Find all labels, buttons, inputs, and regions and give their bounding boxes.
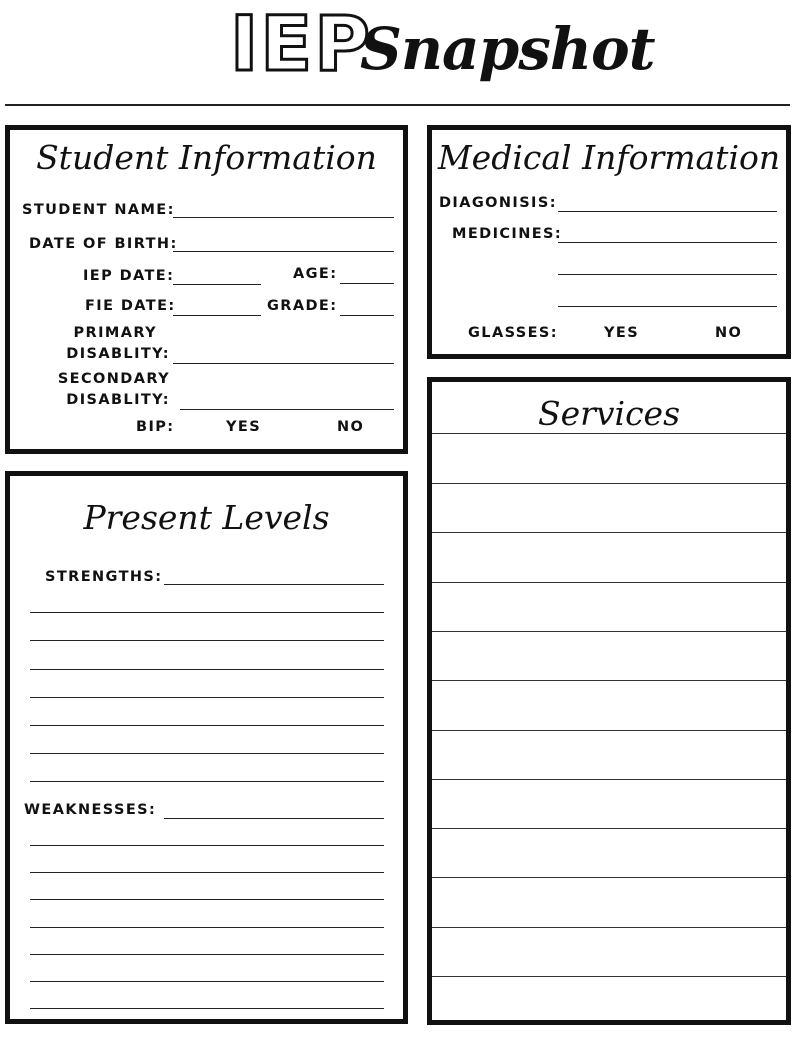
weaknesses-field[interactable] — [164, 818, 384, 819]
diagnosis-label: DIAGONISIS: — [439, 195, 557, 211]
title-snapshot: Snapshot — [360, 15, 655, 83]
strengths-field[interactable] — [164, 584, 384, 585]
weaknesses-line-3[interactable] — [30, 899, 384, 900]
primary-disability-field[interactable] — [173, 363, 394, 364]
medicines-field-2[interactable] — [558, 274, 777, 275]
bip-no-option[interactable]: NO — [337, 419, 365, 435]
services-line-9[interactable] — [432, 828, 786, 829]
weaknesses-line-1[interactable] — [30, 845, 384, 846]
strengths-line-5[interactable] — [30, 725, 384, 726]
weaknesses-line-4[interactable] — [30, 927, 384, 928]
student-information-box — [5, 125, 408, 454]
secondary-disability-label-2: DISABLITY: — [66, 392, 170, 408]
age-field[interactable] — [340, 283, 394, 284]
glasses-label: GLASSES: — [468, 325, 558, 341]
weaknesses-line-2[interactable] — [30, 872, 384, 873]
strengths-line-4[interactable] — [30, 697, 384, 698]
secondary-disability-field[interactable] — [180, 409, 394, 410]
weaknesses-label: WEAKNESSES: — [24, 802, 157, 818]
services-line-7[interactable] — [432, 730, 786, 731]
date-of-birth-field[interactable] — [173, 251, 394, 252]
weaknesses-line-7[interactable] — [30, 1008, 384, 1009]
services-line-1[interactable] — [432, 433, 786, 434]
page-header — [0, 0, 794, 100]
primary-disability-label-2: DISABLITY: — [66, 346, 170, 362]
grade-label: GRADE: — [267, 298, 338, 314]
primary-disability-label-1: PRIMARY — [73, 325, 157, 341]
medicines-field-1[interactable] — [558, 242, 777, 243]
strengths-label: STRENGTHS: — [45, 569, 163, 585]
services-line-12[interactable] — [432, 976, 786, 977]
medical-information-title: Medical Information — [437, 138, 781, 177]
fie-date-label: FIE DATE: — [85, 298, 176, 314]
strengths-line-7[interactable] — [30, 781, 384, 782]
medicines-label: MEDICINES: — [452, 226, 563, 242]
header-divider — [5, 104, 790, 106]
services-line-4[interactable] — [432, 582, 786, 583]
services-line-6[interactable] — [432, 680, 786, 681]
bip-label: BIP: — [136, 419, 175, 435]
services-line-3[interactable] — [432, 532, 786, 533]
services-line-10[interactable] — [432, 877, 786, 878]
grade-field[interactable] — [340, 315, 394, 316]
iep-date-label: IEP DATE: — [83, 268, 175, 284]
services-title: Services — [537, 394, 681, 433]
present-levels-title: Present Levels — [83, 498, 330, 537]
strengths-line-3[interactable] — [30, 669, 384, 670]
glasses-yes-option[interactable]: YES — [604, 325, 640, 341]
services-line-2[interactable] — [432, 483, 786, 484]
student-name-label: STUDENT NAME: — [22, 202, 175, 218]
bip-yes-option[interactable]: YES — [226, 419, 262, 435]
services-line-5[interactable] — [432, 631, 786, 632]
student-information-title: Student Information — [36, 138, 377, 177]
student-name-field[interactable] — [173, 217, 394, 218]
weaknesses-line-5[interactable] — [30, 954, 384, 955]
iep-date-field[interactable] — [173, 284, 261, 285]
medicines-field-3[interactable] — [558, 306, 777, 307]
glasses-no-option[interactable]: NO — [715, 325, 743, 341]
services-box — [427, 377, 791, 1025]
strengths-line-1[interactable] — [30, 612, 384, 613]
secondary-disability-label-1: SECONDARY — [57, 371, 170, 387]
date-of-birth-label: DATE OF BIRTH: — [29, 236, 178, 252]
strengths-line-6[interactable] — [30, 753, 384, 754]
age-label: AGE: — [293, 266, 338, 282]
services-line-8[interactable] — [432, 779, 786, 780]
fie-date-field[interactable] — [173, 315, 261, 316]
title-iep: IEP — [230, 0, 372, 88]
present-levels-box — [5, 471, 408, 1024]
medical-information-box — [427, 125, 791, 359]
weaknesses-line-6[interactable] — [30, 981, 384, 982]
diagnosis-field[interactable] — [558, 211, 777, 212]
services-line-11[interactable] — [432, 927, 786, 928]
strengths-line-2[interactable] — [30, 640, 384, 641]
